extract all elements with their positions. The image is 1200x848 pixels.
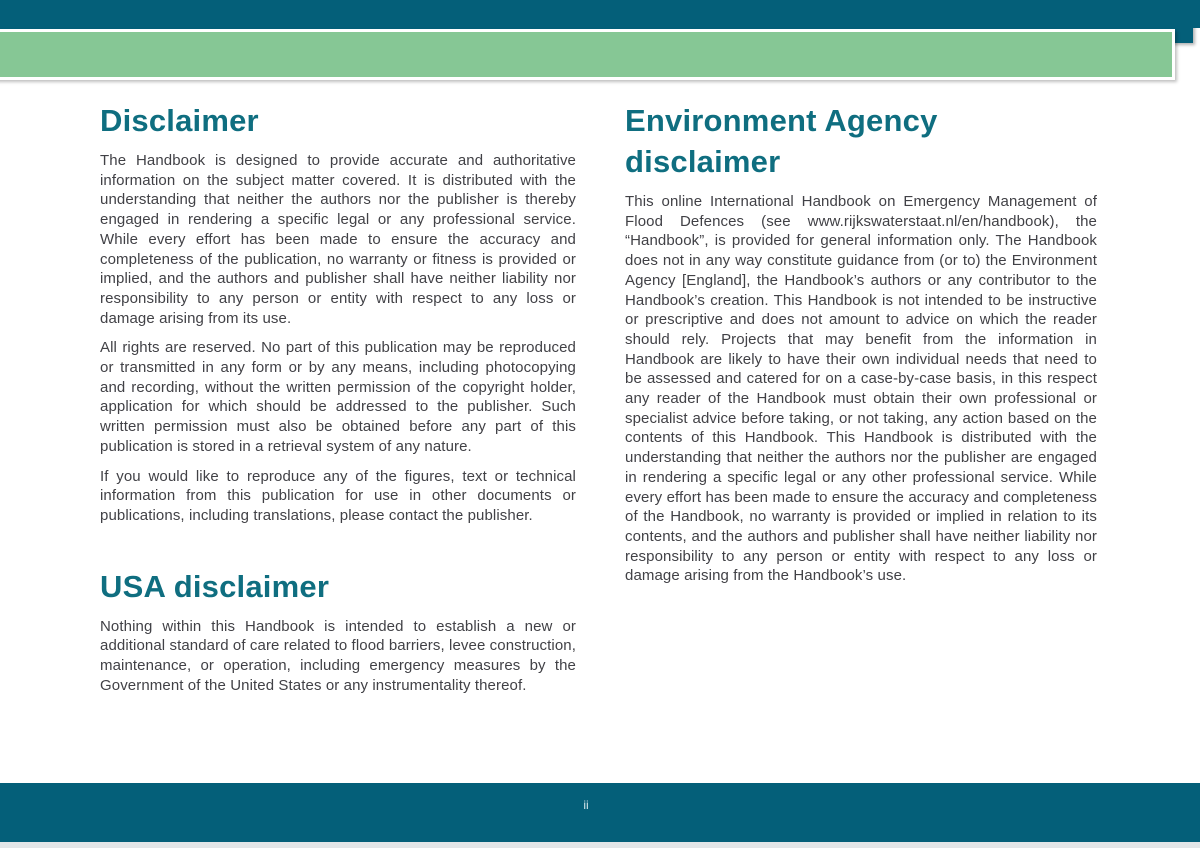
page-content <box>100 100 1097 695</box>
environment-agency-paragraph: This online International Handbook on Emergency Management of Flood Defences (see www.rijkswaterstaat.nl/en/handbook), the “Handbook”, is provided for general information only. The Handbook does not in any way constitute guidance from (or to) the Environment Agency [England], the Handbook’s authors or any contributor to the Handbook’s creation. This Handbook is not intended to be instructive or prescriptive and does not amount to advice on which the reader should rely. Projects that may benefit from the information in Handbook are likely to have their own individual needs that need to be assessed and catered for on a case-by-case basis, in this respect any reader of the Handbook must obtain their own professional or specialist advice before taking, or not taking, any action based on the contents of this Handbook. This Handbook is distributed with the understanding that neither the authors nor the publisher are engaged in rendering a specific legal or any other professional service. While every effort has been made to ensure the accuracy and completeness of the Handbook, no warranty is provided or implied in relation to its contents, and the authors and publisher shall have neither liability nor responsibility to any person or entity with respect to any loss or damage arising from the Handbook’s use. <box>625 193 1097 585</box>
right-column <box>625 100 1097 695</box>
footer-band <box>0 783 1200 842</box>
page-number: ii <box>583 798 589 812</box>
usa-disclaimer-paragraph: Nothing within this Handbook is intended to establish a new or additional standard of care related to flood barriers, levee construction, maintenance, or operation, including emergency measures by the Government of the United States or any instrumentality thereof. <box>100 617 577 694</box>
heading-environment-agency-disclaimer: Environment Agency disclaimer <box>625 103 938 179</box>
heading-disclaimer: Disclaimer <box>100 103 259 138</box>
disclaimer-paragraph-2: All rights are reserved. No part of this publication may be reproduced or transmitted in any form or by any means, including photocopying and recording, without the written permission of the copyright holder, application for which should be addressed to the publisher. Such written permission must also be obtained before any part of this publication is stored in a retrieval system of any nature. <box>100 339 576 455</box>
header-teal-band <box>0 0 1200 28</box>
footer-center <box>0 783 1172 814</box>
left-column <box>100 100 576 695</box>
bottom-edge-strip <box>0 842 1200 848</box>
disclaimer-paragraph-1: The Handbook is designed to provide accurate and authoritative information on the subject matter covered. It is distributed with the understanding that neither the authors nor the publisher is thereby engaged in rendering a specific legal or any professional service. While every effort has been made to ensure the accuracy and completeness of the publication, no warranty or fitness is provided or implied, and the authors and publisher shall have neither liability nor responsibility to any person or entity with respect to any loss or damage arising from its use. <box>100 152 576 327</box>
disclaimer-paragraph-3: If you would like to reproduce any of the figures, text or technical information from this publication for use in other documents or publications, including translations, please contact the publisher. <box>100 467 576 524</box>
heading-usa-disclaimer: USA disclaimer <box>100 568 330 604</box>
header-green-bar <box>0 29 1175 80</box>
